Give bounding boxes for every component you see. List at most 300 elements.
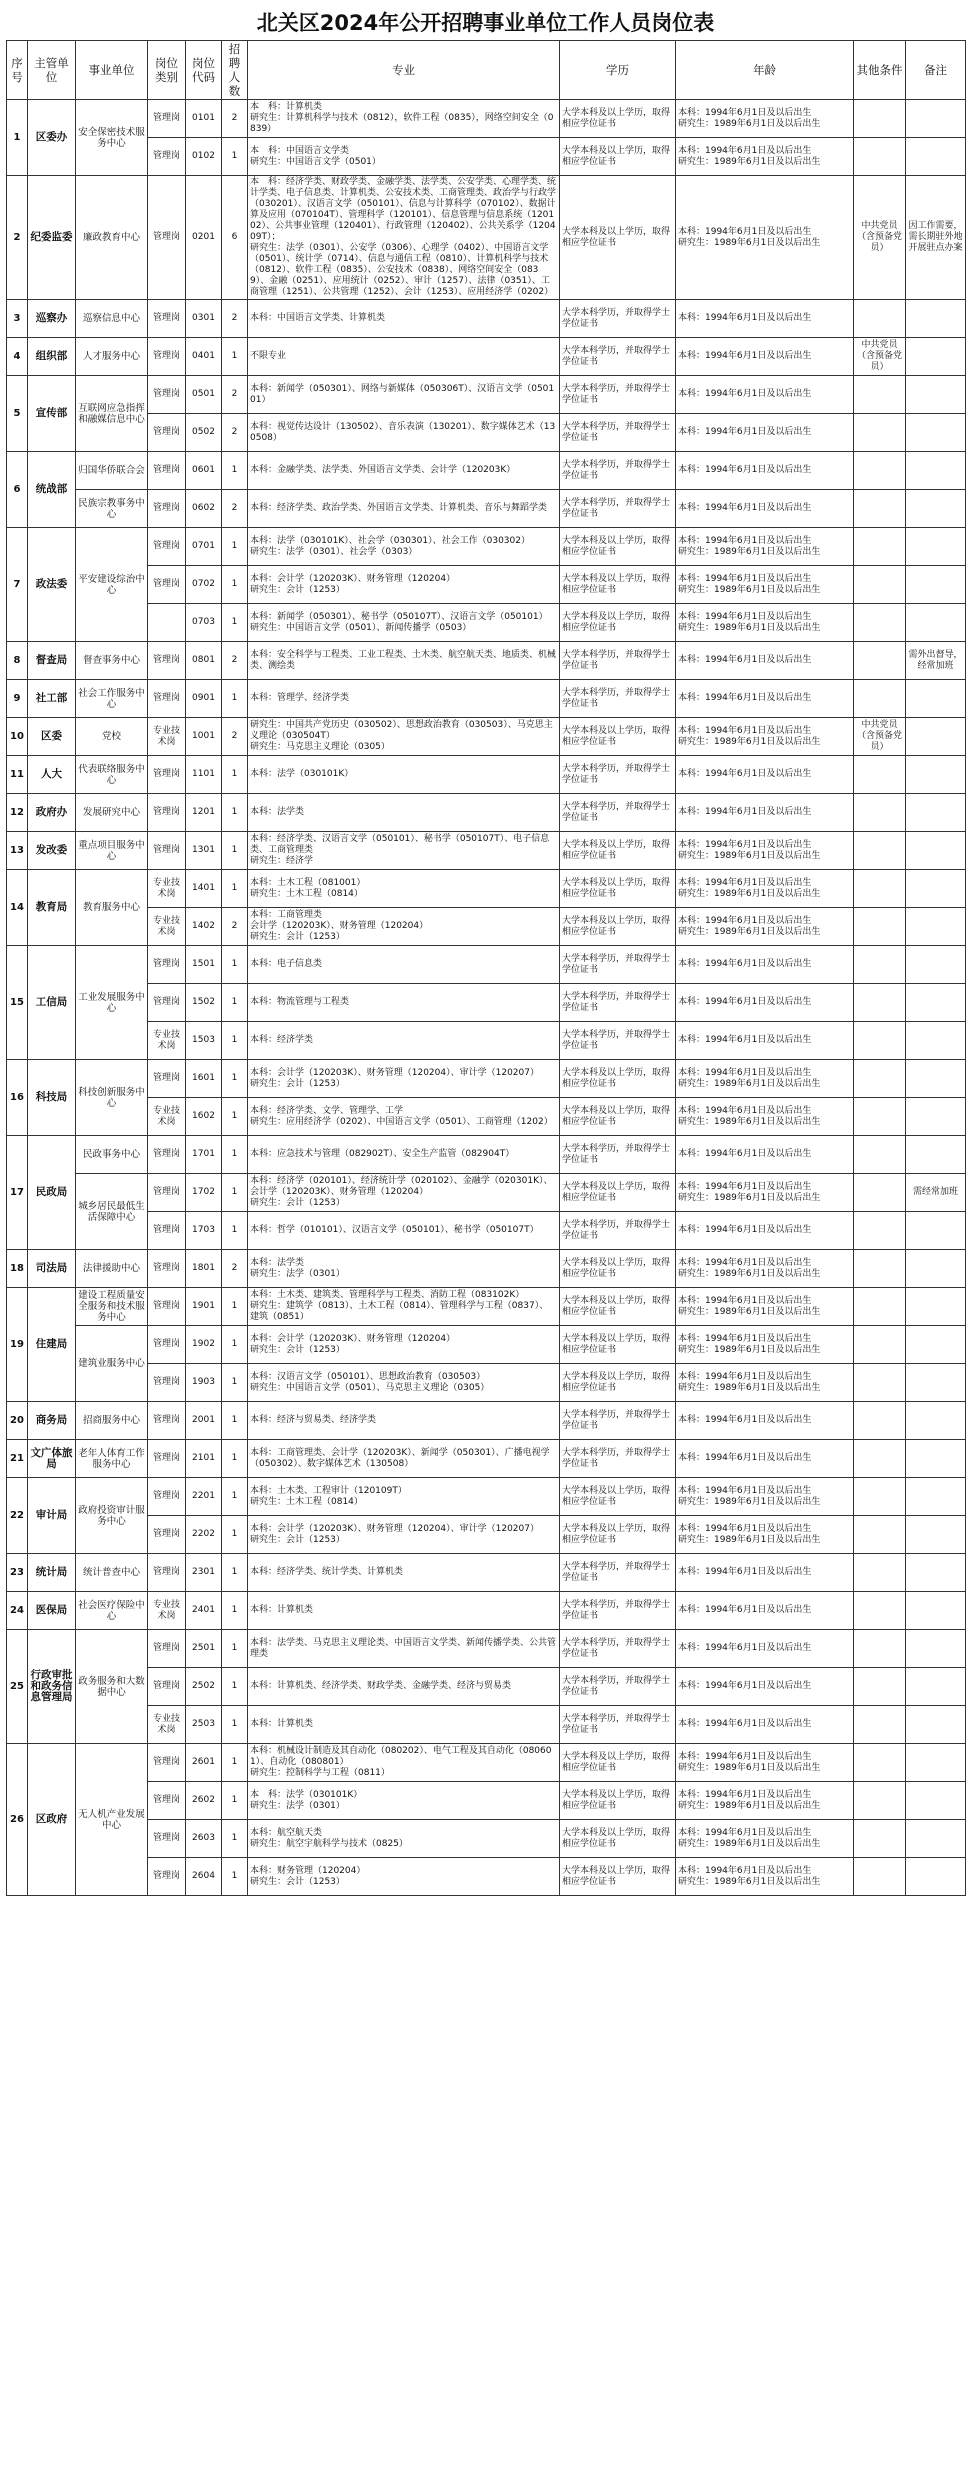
row-note: 需外出督导，经常加班 [906, 642, 966, 680]
row-note [906, 452, 966, 490]
row-count: 2 [222, 1250, 248, 1288]
row-age: 本科：1994年6月1日及以后出生 [676, 794, 854, 832]
table-row [7, 984, 966, 1022]
row-unit: 民族宗教事务中心 [76, 490, 148, 528]
table-row [7, 1858, 966, 1896]
row-age: 本科：1994年6月1日及以后出生 [676, 1668, 854, 1706]
row-education: 大学本科学历，并取得学士学位证书 [560, 300, 676, 338]
row-age: 本科：1994年6月1日及以后出生 [676, 946, 854, 984]
page-title: 北关区2024年公开招聘事业单位工作人员岗位表 [256, 11, 715, 35]
row-note [906, 1668, 966, 1706]
table-row [7, 1820, 966, 1858]
row-unit: 城乡居民最低生活保障中心 [76, 1174, 148, 1250]
row-age: 本科：1994年6月1日及以后出生 [676, 376, 854, 414]
row-note [906, 1326, 966, 1364]
row-note [906, 1060, 966, 1098]
table-row [7, 680, 966, 718]
row-note [906, 1364, 966, 1402]
row-code: 1201 [186, 794, 222, 832]
row-unit: 教育服务中心 [76, 870, 148, 946]
row-age: 本科：1994年6月1日及以后出生 研究生：1989年6月1日及以后出生 [676, 1326, 854, 1364]
row-education: 大学本科及以上学历，取得相应学位证书 [560, 832, 676, 870]
table-row [7, 1440, 966, 1478]
row-note [906, 566, 966, 604]
row-education: 大学本科及以上学历，取得相应学位证书 [560, 1782, 676, 1820]
row-other [854, 1630, 906, 1668]
row-code: 1601 [186, 1060, 222, 1098]
row-age: 本科：1994年6月1日及以后出生 [676, 1136, 854, 1174]
row-unit: 无人机产业发展中心 [76, 1744, 148, 1896]
row-seq: 12 [7, 794, 28, 832]
row-count: 2 [222, 908, 248, 946]
row-unit: 招商服务中心 [76, 1402, 148, 1440]
row-other [854, 1706, 906, 1744]
row-seq: 21 [7, 1440, 28, 1478]
row-other [854, 1136, 906, 1174]
row-age: 本科：1994年6月1日及以后出生 [676, 490, 854, 528]
row-category: 管理岗 [148, 794, 186, 832]
row-age: 本科：1994年6月1日及以后出生 研究生：1989年6月1日及以后出生 [676, 718, 854, 756]
row-age: 本科：1994年6月1日及以后出生 研究生：1989年6月1日及以后出生 [676, 1288, 854, 1326]
row-note [906, 338, 966, 376]
row-note [906, 1706, 966, 1744]
row-code: 1402 [186, 908, 222, 946]
row-unit: 党校 [76, 718, 148, 756]
row-dept: 督查局 [28, 642, 76, 680]
row-education: 大学本科学历，并取得学士学位证书 [560, 1706, 676, 1744]
row-seq: 6 [7, 452, 28, 528]
row-count: 1 [222, 1782, 248, 1820]
row-category: 管理岗 [148, 984, 186, 1022]
row-education: 大学本科学历，并取得学士学位证书 [560, 452, 676, 490]
row-code: 1902 [186, 1326, 222, 1364]
row-note [906, 870, 966, 908]
row-age: 本科：1994年6月1日及以后出生 [676, 452, 854, 490]
row-code: 1501 [186, 946, 222, 984]
table-row [7, 1668, 966, 1706]
row-other [854, 452, 906, 490]
table-row [7, 908, 966, 946]
row-other [854, 946, 906, 984]
row-count: 1 [222, 452, 248, 490]
row-code: 2101 [186, 1440, 222, 1478]
row-unit: 发展研究中心 [76, 794, 148, 832]
row-major: 本科：法学（030101K） [248, 756, 560, 794]
row-major: 本科：工商管理类 会计学（120203K）、财务管理（120204） 研究生：会计（1253） [248, 908, 560, 946]
row-dept: 工信局 [28, 946, 76, 1060]
row-major: 本科：会计学（120203K）、财务管理（120204） 研究生：会计（1253） [248, 566, 560, 604]
row-count: 1 [222, 1022, 248, 1060]
row-code: 1901 [186, 1288, 222, 1326]
row-age: 本科：1994年6月1日及以后出生 研究生：1989年6月1日及以后出生 [676, 176, 854, 300]
row-code: 2401 [186, 1592, 222, 1630]
header-count: 招聘人数 [222, 41, 248, 100]
row-code: 2604 [186, 1858, 222, 1896]
row-age: 本科：1994年6月1日及以后出生 [676, 1212, 854, 1250]
row-dept: 社工部 [28, 680, 76, 718]
row-other [854, 756, 906, 794]
row-education: 大学本科学历，并取得学士学位证书 [560, 376, 676, 414]
table-row [7, 100, 966, 138]
row-other [854, 1782, 906, 1820]
row-age: 本科：1994年6月1日及以后出生 [676, 984, 854, 1022]
row-major: 本科：计算机类 [248, 1592, 560, 1630]
row-education: 大学本科学历，并取得学士学位证书 [560, 1630, 676, 1668]
table-row [7, 566, 966, 604]
row-note [906, 1782, 966, 1820]
table-row [7, 1060, 966, 1098]
row-dept: 司法局 [28, 1250, 76, 1288]
table-row [7, 414, 966, 452]
table-row [7, 452, 966, 490]
row-education: 大学本科及以上学历，取得相应学位证书 [560, 528, 676, 566]
row-dept: 区政府 [28, 1744, 76, 1896]
row-education: 大学本科学历，并取得学士学位证书 [560, 1212, 676, 1250]
row-category: 管理岗 [148, 1212, 186, 1250]
row-category: 管理岗 [148, 1174, 186, 1212]
row-other [854, 908, 906, 946]
row-category: 管理岗 [148, 1288, 186, 1326]
row-code: 2001 [186, 1402, 222, 1440]
row-dept: 政法委 [28, 528, 76, 642]
row-dept: 纪委监委 [28, 176, 76, 300]
row-code: 1503 [186, 1022, 222, 1060]
row-other: 中共党员（含预备党员） [854, 718, 906, 756]
row-major: 本科：法学（030101K）、社会学（030301）、社会工作（030302） 研究生：法学（0301）、社会学（0303） [248, 528, 560, 566]
row-unit: 科技创新服务中心 [76, 1060, 148, 1136]
row-code: 0201 [186, 176, 222, 300]
row-code: 0801 [186, 642, 222, 680]
row-education: 大学本科学历，并取得学士学位证书 [560, 984, 676, 1022]
row-seq: 5 [7, 376, 28, 452]
row-seq: 22 [7, 1478, 28, 1554]
row-category: 管理岗 [148, 176, 186, 300]
table-row [7, 718, 966, 756]
row-note [906, 1478, 966, 1516]
row-other [854, 1858, 906, 1896]
row-category: 管理岗 [148, 490, 186, 528]
row-education: 大学本科及以上学历，取得相应学位证书 [560, 1478, 676, 1516]
table-row [7, 338, 966, 376]
row-note [906, 718, 966, 756]
row-note [906, 528, 966, 566]
row-category: 专业技术岗 [148, 1592, 186, 1630]
row-education: 大学本科及以上学历，取得相应学位证书 [560, 1744, 676, 1782]
row-dept: 发改委 [28, 832, 76, 870]
row-education: 大学本科及以上学历，取得相应学位证书 [560, 176, 676, 300]
row-count: 1 [222, 1136, 248, 1174]
row-age: 本科：1994年6月1日及以后出生 研究生：1989年6月1日及以后出生 [676, 1478, 854, 1516]
row-age: 本科：1994年6月1日及以后出生 研究生：1989年6月1日及以后出生 [676, 1060, 854, 1098]
row-age: 本科：1994年6月1日及以后出生 研究生：1989年6月1日及以后出生 [676, 832, 854, 870]
row-count: 1 [222, 1820, 248, 1858]
header-category: 岗位类别 [148, 41, 186, 100]
row-major: 本科：视觉传达设计（130502）、音乐表演（130201）、数字媒体艺术（130508） [248, 414, 560, 452]
row-education: 大学本科学历，并取得学士学位证书 [560, 680, 676, 718]
row-count: 1 [222, 1668, 248, 1706]
row-category: 管理岗 [148, 1554, 186, 1592]
row-unit: 法律援助中心 [76, 1250, 148, 1288]
table-row [7, 642, 966, 680]
row-major: 本科：经济学类、统计学类、计算机类 [248, 1554, 560, 1592]
row-category: 管理岗 [148, 566, 186, 604]
row-category: 管理岗 [148, 452, 186, 490]
row-age: 本科：1994年6月1日及以后出生 研究生：1989年6月1日及以后出生 [676, 566, 854, 604]
row-count: 1 [222, 1402, 248, 1440]
row-note [906, 794, 966, 832]
row-age: 本科：1994年6月1日及以后出生 [676, 1630, 854, 1668]
row-count: 2 [222, 642, 248, 680]
row-major: 本科：汉语言文学（050101）、思想政治教育（030503） 研究生：中国语言文学（0501）、马克思主义理论（0305） [248, 1364, 560, 1402]
row-age: 本科：1994年6月1日及以后出生 研究生：1989年6月1日及以后出生 [676, 604, 854, 642]
row-count: 1 [222, 1630, 248, 1668]
row-age: 本科：1994年6月1日及以后出生 [676, 1592, 854, 1630]
row-age: 本科：1994年6月1日及以后出生 研究生：1989年6月1日及以后出生 [676, 1364, 854, 1402]
row-other [854, 1440, 906, 1478]
row-unit: 政务服务和大数据中心 [76, 1630, 148, 1744]
row-other [854, 414, 906, 452]
row-count: 2 [222, 490, 248, 528]
row-education: 大学本科及以上学历，取得相应学位证书 [560, 566, 676, 604]
row-count: 1 [222, 984, 248, 1022]
row-age: 本科：1994年6月1日及以后出生 研究生：1989年6月1日及以后出生 [676, 1744, 854, 1782]
row-count: 1 [222, 1174, 248, 1212]
row-code: 0602 [186, 490, 222, 528]
row-major: 本科：物流管理与工程类 [248, 984, 560, 1022]
row-education: 大学本科及以上学历，取得相应学位证书 [560, 1516, 676, 1554]
row-dept: 人大 [28, 756, 76, 794]
row-major: 本科：新闻学（050301）、网络与新媒体（050306T）、汉语言文学（050101） [248, 376, 560, 414]
row-category: 管理岗 [148, 376, 186, 414]
row-other [854, 300, 906, 338]
row-category: 专业技术岗 [148, 870, 186, 908]
table-row [7, 1098, 966, 1136]
row-unit: 归国华侨联合会 [76, 452, 148, 490]
row-note [906, 414, 966, 452]
row-education: 大学本科及以上学历，取得相应学位证书 [560, 1364, 676, 1402]
row-seq: 10 [7, 718, 28, 756]
row-age: 本科：1994年6月1日及以后出生 研究生：1989年6月1日及以后出生 [676, 1098, 854, 1136]
row-education: 大学本科及以上学历，取得相应学位证书 [560, 718, 676, 756]
row-seq: 4 [7, 338, 28, 376]
row-code: 1301 [186, 832, 222, 870]
row-count: 2 [222, 100, 248, 138]
row-category: 专业技术岗 [148, 1706, 186, 1744]
table-row [7, 1744, 966, 1782]
row-dept: 政府办 [28, 794, 76, 832]
row-age: 本科：1994年6月1日及以后出生 [676, 642, 854, 680]
table-row [7, 870, 966, 908]
row-unit: 民政事务中心 [76, 1136, 148, 1174]
table-row [7, 1022, 966, 1060]
header-dept: 主管单位 [28, 41, 76, 100]
row-seq: 3 [7, 300, 28, 338]
table-row [7, 1250, 966, 1288]
row-code: 1801 [186, 1250, 222, 1288]
row-note [906, 1022, 966, 1060]
row-dept: 科技局 [28, 1060, 76, 1136]
row-education: 大学本科及以上学历，取得相应学位证书 [560, 1098, 676, 1136]
row-other [854, 138, 906, 176]
row-code: 2201 [186, 1478, 222, 1516]
row-category: 专业技术岗 [148, 908, 186, 946]
row-dept: 区委 [28, 718, 76, 756]
row-seq: 18 [7, 1250, 28, 1288]
row-count: 1 [222, 1098, 248, 1136]
row-education: 大学本科学历，并取得学士学位证书 [560, 414, 676, 452]
row-unit: 重点项目服务中心 [76, 832, 148, 870]
row-code: 2503 [186, 1706, 222, 1744]
row-code: 1101 [186, 756, 222, 794]
row-seq: 1 [7, 100, 28, 176]
table-body [7, 100, 966, 1896]
row-other: 中共党员（含预备党员） [854, 338, 906, 376]
row-major: 本科：管理学、经济学类 [248, 680, 560, 718]
row-unit: 巡察信息中心 [76, 300, 148, 338]
row-code: 2603 [186, 1820, 222, 1858]
table-row [7, 1554, 966, 1592]
row-education: 大学本科学历，并取得学士学位证书 [560, 1136, 676, 1174]
row-other [854, 1592, 906, 1630]
row-code: 2601 [186, 1744, 222, 1782]
row-major: 本科：机械设计制造及其自动化（080202）、电气工程及其自动化（080601）、自动化（080801） 研究生：控制科学与工程（0811） [248, 1744, 560, 1782]
row-major: 本科：计算机类 [248, 1706, 560, 1744]
row-count: 2 [222, 414, 248, 452]
row-major: 本科：安全科学与工程类、工业工程类、土木类、航空航天类、地质类、机械类、测绘类 [248, 642, 560, 680]
row-seq: 19 [7, 1288, 28, 1402]
row-seq: 24 [7, 1592, 28, 1630]
table-row [7, 376, 966, 414]
row-major: 研究生：中国共产党历史（030502）、思想政治教育（030503）、马克思主义理论（030504T） 研究生：马克思主义理论（0305） [248, 718, 560, 756]
row-note [906, 376, 966, 414]
row-major: 本科：法学类 [248, 794, 560, 832]
row-note [906, 1288, 966, 1326]
table-row [7, 756, 966, 794]
row-count: 6 [222, 176, 248, 300]
row-other [854, 566, 906, 604]
row-code: 0702 [186, 566, 222, 604]
row-other [854, 528, 906, 566]
row-age: 本科：1994年6月1日及以后出生 [676, 1022, 854, 1060]
header-age: 年龄 [676, 41, 854, 100]
row-note [906, 756, 966, 794]
row-dept: 统计局 [28, 1554, 76, 1592]
row-code: 0501 [186, 376, 222, 414]
row-education: 大学本科学历，并取得学士学位证书 [560, 946, 676, 984]
row-code: 0901 [186, 680, 222, 718]
row-other [854, 984, 906, 1022]
row-major: 本科：经济学类、文学、管理学、工学 研究生：应用经济学（0202）、中国语言文学（0501）、工商管理（1202） [248, 1098, 560, 1136]
row-category: 专业技术岗 [148, 1098, 186, 1136]
row-count: 1 [222, 756, 248, 794]
row-education: 大学本科学历，并取得学士学位证书 [560, 1022, 676, 1060]
row-age: 本科：1994年6月1日及以后出生 研究生：1989年6月1日及以后出生 [676, 1858, 854, 1896]
row-category: 管理岗 [148, 642, 186, 680]
row-other [854, 680, 906, 718]
row-category: 管理岗 [148, 756, 186, 794]
row-seq: 13 [7, 832, 28, 870]
row-count: 1 [222, 1212, 248, 1250]
row-education: 大学本科及以上学历，取得相应学位证书 [560, 1288, 676, 1326]
row-major: 本科：会计学（120203K）、财务管理（120204）、审计学（120207） 研究生：会计（1253） [248, 1060, 560, 1098]
row-dept: 宣传部 [28, 376, 76, 452]
row-education: 大学本科学历，并取得学士学位证书 [560, 642, 676, 680]
table-row [7, 1288, 966, 1326]
row-category: 管理岗 [148, 1782, 186, 1820]
row-category: 管理岗 [148, 1364, 186, 1402]
row-seq: 25 [7, 1630, 28, 1744]
row-other [854, 1060, 906, 1098]
row-category: 管理岗 [148, 1858, 186, 1896]
row-category: 管理岗 [148, 528, 186, 566]
row-category: 管理岗 [148, 338, 186, 376]
row-education: 大学本科及以上学历，取得相应学位证书 [560, 1820, 676, 1858]
row-other [854, 1174, 906, 1212]
row-other [854, 1364, 906, 1402]
row-other [854, 642, 906, 680]
row-age: 本科：1994年6月1日及以后出生 研究生：1989年6月1日及以后出生 [676, 1174, 854, 1212]
row-dept: 组织部 [28, 338, 76, 376]
header-note: 备注 [906, 41, 966, 100]
row-note [906, 680, 966, 718]
row-seq: 26 [7, 1744, 28, 1896]
row-category: 管理岗 [148, 1668, 186, 1706]
row-note [906, 1402, 966, 1440]
row-seq: 2 [7, 176, 28, 300]
table-row [7, 490, 966, 528]
row-education: 大学本科学历，并取得学士学位证书 [560, 1402, 676, 1440]
row-unit: 工业发展服务中心 [76, 946, 148, 1060]
row-note [906, 946, 966, 984]
row-seq: 23 [7, 1554, 28, 1592]
row-category: 管理岗 [148, 1250, 186, 1288]
row-major: 本 科：计算机类 研究生：计算机科学与技术（0812），软件工程（0835），网络空间安全（0839） [248, 100, 560, 138]
row-code: 0301 [186, 300, 222, 338]
row-note [906, 604, 966, 642]
row-note [906, 1440, 966, 1478]
row-education: 大学本科学历，并取得学士学位证书 [560, 1668, 676, 1706]
row-other [854, 376, 906, 414]
row-major: 本科：土木工程（081001） 研究生：土木工程（0814） [248, 870, 560, 908]
table-row [7, 604, 966, 642]
row-category: 管理岗 [148, 1326, 186, 1364]
row-category: 管理岗 [148, 1630, 186, 1668]
row-dept: 巡察办 [28, 300, 76, 338]
row-count: 1 [222, 946, 248, 984]
row-unit: 统计普查中心 [76, 1554, 148, 1592]
row-code: 0601 [186, 452, 222, 490]
table-row [7, 1706, 966, 1744]
row-age: 本科：1994年6月1日及以后出生 研究生：1989年6月1日及以后出生 [676, 1516, 854, 1554]
row-major: 本科：法学类 研究生：法学（0301） [248, 1250, 560, 1288]
row-age: 本科：1994年6月1日及以后出生 [676, 1440, 854, 1478]
row-age: 本科：1994年6月1日及以后出生 研究生：1989年6月1日及以后出生 [676, 1820, 854, 1858]
row-major: 本 科：中国语言文学类 研究生：中国语言文学（0501） [248, 138, 560, 176]
row-other: 中共党员（含预备党员） [854, 176, 906, 300]
row-other [854, 1212, 906, 1250]
row-category: 专业技术岗 [148, 718, 186, 756]
row-other [854, 1820, 906, 1858]
row-category: 管理岗 [148, 1478, 186, 1516]
row-count: 1 [222, 138, 248, 176]
row-major: 本科：土木类、工程审计（120109T） 研究生：土木工程（0814） [248, 1478, 560, 1516]
row-note [906, 1554, 966, 1592]
header-unit: 事业单位 [76, 41, 148, 100]
row-category [148, 604, 186, 642]
row-count: 2 [222, 718, 248, 756]
row-age: 本科：1994年6月1日及以后出生 [676, 680, 854, 718]
row-education: 大学本科及以上学历，取得相应学位证书 [560, 1174, 676, 1212]
